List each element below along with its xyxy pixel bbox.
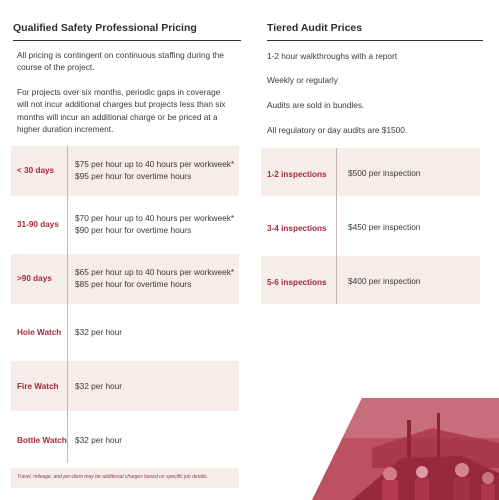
qsp-title-rule: [13, 40, 241, 41]
row-value: $75 per hour up to 40 hours per workweek* $95 per hour for overtime hours: [75, 159, 235, 182]
audit-line: All regulatory or day audits are $1500.: [267, 125, 408, 135]
row-value: $450 per inspection: [348, 222, 421, 232]
table-divider: [67, 146, 68, 463]
audit-title-rule: [267, 40, 483, 41]
worksite-photo-graphic: [312, 398, 499, 500]
staffing-note: All pricing is contingent on continuous staffing during the course of the project.: [17, 50, 224, 73]
row-value: $70 per hour up to 40 hours per workweek* $90 per hour for overtime hours: [75, 213, 235, 236]
row-label: < 30 days: [17, 166, 55, 175]
audit-line: Audits are sold in bundles.: [267, 100, 365, 110]
row-value: $32 per hour: [75, 381, 123, 391]
row-value: $400 per inspection: [348, 276, 421, 286]
row-label: 1-2 inspections: [267, 170, 327, 179]
row-value: $32 per hour: [75, 435, 123, 445]
row-label: Hole Watch: [17, 328, 62, 337]
qsp-pricing-title: Qualified Safety Professional Pricing: [13, 22, 197, 34]
audit-prices-title: Tiered Audit Prices: [267, 22, 363, 34]
travel-footnote: Travel, mileage, and per-diem may be additional charges based on specific job details.: [17, 474, 209, 480]
row-label: >90 days: [17, 274, 52, 283]
row-value: $65 per hour up to 40 hours per workweek* $85 per hour for overtime hours: [75, 267, 235, 290]
row-label: 31-90 days: [17, 220, 59, 229]
worksite-photo: [312, 398, 499, 500]
audit-line: 1-2 hour walkthroughs with a report: [267, 51, 398, 61]
audit-line: Weekly or regularly: [267, 75, 338, 85]
row-label: 3-4 inspections: [267, 224, 327, 233]
coverage-gaps-note: For projects over six months, periodic gaps in coverage will not incur additional charges but projects less than six months will incur an additional charge or be priced at a higher duration increment.: [17, 87, 226, 134]
table-divider: [336, 148, 337, 304]
row-label: Fire Watch: [17, 382, 59, 391]
row-value: $500 per inspection: [348, 168, 421, 178]
row-label: Bottle Watch: [17, 436, 67, 445]
row-value: $32 per hour: [75, 327, 123, 337]
row-label: 5-6 inspections: [267, 278, 327, 287]
